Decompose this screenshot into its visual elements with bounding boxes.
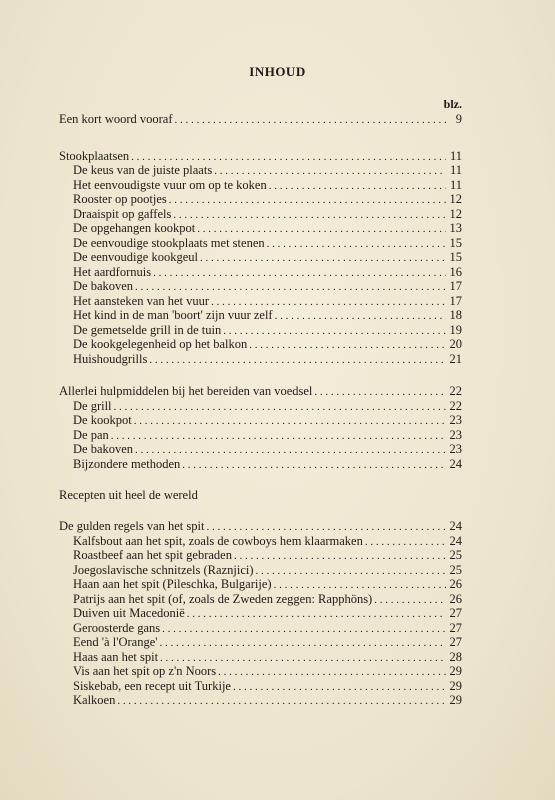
toc-entry-page: 12 [449, 207, 462, 221]
toc-entry-title: De gemetselde grill in de tuin [73, 323, 222, 337]
toc-entry-title: De pan [73, 428, 109, 442]
leader-dots [182, 457, 446, 473]
toc-entry-title: Duiven uit Macedonië [73, 606, 185, 620]
toc-entry-page: 27 [449, 635, 462, 649]
toc-entry-title: Kalfsbout aan het spit, zoals de cowboys hem klaarmaken [73, 534, 363, 548]
toc-entry-title: Roastbeef aan het spit gebraden [73, 548, 232, 562]
toc-entry-page: 24 [449, 519, 462, 533]
toc-entry [59, 441, 462, 457]
toc-entry-title: Rooster op pootjes [73, 192, 167, 206]
toc-entry-title: De gulden regels van het spit [59, 519, 205, 533]
toc-entry [59, 605, 462, 621]
toc-entry [59, 456, 462, 472]
toc-entry-title: Draaispit op gaffels [73, 207, 172, 221]
page-title: INHOUD [249, 64, 306, 79]
page-column-label: blz. [443, 97, 462, 111]
toc-entry [59, 162, 462, 178]
toc-entry-page: 12 [449, 192, 462, 206]
toc-entry [59, 412, 462, 428]
leader-dots [175, 112, 446, 128]
toc-entry-page: 23 [449, 442, 462, 456]
toc-entry-title: De bakoven [73, 279, 134, 293]
toc-entry [59, 547, 462, 563]
toc-entry-title: Het kind in de man 'boort' zijn vuur zelf [73, 308, 273, 322]
toc-entry [59, 351, 462, 367]
toc-entry-page: 13 [449, 221, 462, 235]
toc-entry-page: 25 [449, 548, 462, 562]
toc-entry-page: 28 [449, 650, 462, 664]
toc-entry [59, 249, 462, 265]
toc-entry-title: Het aardfornuis [73, 265, 152, 279]
toc-entry-page: 18 [449, 308, 462, 322]
toc-entry-title: Haas aan het spit [73, 650, 159, 664]
toc-entry-title: Patrijs aan het spit (of, zoals de Zweden zeggen: Rapphöns) [73, 592, 373, 606]
toc-entry-page: 21 [449, 352, 462, 366]
toc-entry-title: Eend 'à l'Orange' [73, 635, 158, 649]
toc-entry-page: 15 [449, 236, 462, 250]
toc-entry-title: Siskebab, een recept uit Turkije [73, 679, 231, 693]
toc-entry-title: De kookpot [73, 413, 132, 427]
toc-entry [59, 383, 462, 399]
toc-entry [59, 191, 462, 207]
section-heading: Recepten uit heel de wereld [59, 488, 198, 502]
toc-entry-title: Een kort woord vooraf [59, 112, 173, 126]
toc-entry-title: De eenvoudige stookplaats met stenen [73, 236, 265, 250]
toc-entry-title: Vis aan het spit op z'n Noors [73, 664, 217, 678]
toc-entry-title: De opgehangen kookpot [73, 221, 196, 235]
toc-entry-page: 25 [449, 563, 462, 577]
toc-entry-page: 11 [449, 149, 462, 163]
toc-entry-title: Kalkoen [73, 693, 116, 707]
toc-entry [59, 576, 462, 592]
toc-entry-page: 17 [449, 279, 462, 293]
toc-entry-page: 17 [449, 294, 462, 308]
toc-entry-title: Allerlei hulpmiddelen bij het bereiden van voedsel [59, 384, 313, 398]
toc-entry-page: 27 [449, 606, 462, 620]
toc-entry-page: 27 [449, 621, 462, 635]
toc-entry-title: Joegoslavische schnitzels (Raznjici) [73, 563, 254, 577]
leader-dots [149, 352, 446, 368]
toc-entry-page: 19 [449, 323, 462, 337]
toc-entry-title: Het eenvoudigste vuur om op te koken [73, 178, 267, 192]
toc-entry-page: 16 [449, 265, 462, 279]
toc-entry-page: 9 [455, 112, 462, 126]
toc-entry-page: 11 [449, 178, 462, 192]
toc-entry [59, 692, 462, 708]
toc-entry-page: 22 [449, 384, 462, 398]
toc-entry-title: Het aansteken van het vuur [73, 294, 210, 308]
toc-entry-title: De grill [73, 399, 112, 413]
toc-entry-title: Haan aan het spit (Pileschka, Bulgarije) [73, 577, 272, 591]
toc-entry-page: 23 [449, 428, 462, 442]
toc-entry-title: Stookplaatsen [59, 149, 130, 163]
toc-entry-page: 23 [449, 413, 462, 427]
toc-entry-page: 29 [449, 693, 462, 707]
toc-entry-page: 15 [449, 250, 462, 264]
toc-entry [59, 220, 462, 236]
toc-entry [59, 307, 462, 323]
toc-entry-page: 29 [449, 679, 462, 693]
toc-entry [59, 278, 462, 294]
toc-entry-page: 11 [449, 163, 462, 177]
toc-entry-page: 26 [449, 577, 462, 591]
toc-entry-page: 29 [449, 664, 462, 678]
toc-entry-page: 20 [449, 337, 462, 351]
toc-entry [59, 111, 462, 127]
toc-entry-page: 22 [449, 399, 462, 413]
toc-entry-page: 24 [449, 457, 462, 471]
toc-entry-title: De keus van de juiste plaats [73, 163, 213, 177]
toc-entry-title: Geroosterde gans [73, 621, 161, 635]
toc-entry-title: Huishoudgrills [73, 352, 148, 366]
toc-entry-title: De bakoven [73, 442, 134, 456]
toc-entry-page: 26 [449, 592, 462, 606]
toc-entry-page: 24 [449, 534, 462, 548]
leader-dots [117, 693, 446, 709]
toc-entry-title: De kookgelegenheid op het balkon [73, 337, 248, 351]
toc-entry-title: De eenvoudige kookgeul [73, 250, 198, 264]
toc-entry [59, 518, 462, 534]
toc-entry-title: Bijzondere methoden [73, 457, 181, 471]
toc-entry [59, 336, 462, 352]
toc-entry [59, 634, 462, 650]
toc-entry [59, 663, 462, 679]
